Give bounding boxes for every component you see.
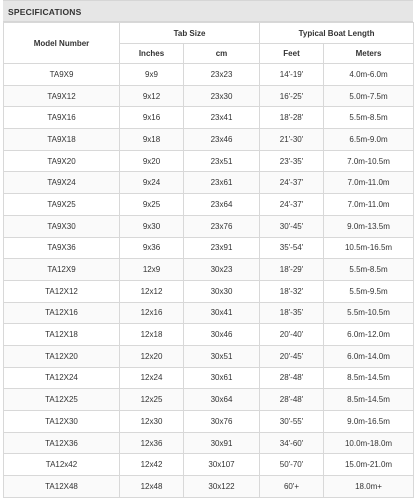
cell-model-number: TA9X36 (4, 237, 120, 259)
cell-feet: 28'-48' (260, 367, 324, 389)
cell-meters: 9.0m-16.5m (324, 411, 414, 433)
cell-inches: 9x12 (120, 85, 184, 107)
cell-meters: 5.5m-8.5m (324, 107, 414, 129)
cell-model-number: TA9X12 (4, 85, 120, 107)
cell-cm: 30x41 (184, 302, 260, 324)
cell-model-number: TA9X20 (4, 150, 120, 172)
cell-model-number: TA12X36 (4, 432, 120, 454)
cell-meters: 8.5m-14.5m (324, 389, 414, 411)
cell-meters: 18.0m+ (324, 476, 414, 498)
cell-cm: 23x91 (184, 237, 260, 259)
cell-meters: 8.5m-14.5m (324, 367, 414, 389)
cell-cm: 30x23 (184, 259, 260, 281)
cell-cm: 30x107 (184, 454, 260, 476)
cell-model-number: TA9X25 (4, 194, 120, 216)
cell-meters: 10.0m-18.0m (324, 432, 414, 454)
column-group-tab-size: Tab Size (120, 23, 260, 44)
cell-model-number: TA12X16 (4, 302, 120, 324)
cell-inches: 9x36 (120, 237, 184, 259)
cell-feet: 18'-28' (260, 107, 324, 129)
cell-cm: 23x64 (184, 194, 260, 216)
cell-cm: 23x51 (184, 150, 260, 172)
cell-model-number: TA9X30 (4, 215, 120, 237)
cell-model-number: TA12X9 (4, 259, 120, 281)
cell-model-number: TA12X18 (4, 324, 120, 346)
column-header-feet: Feet (260, 44, 324, 64)
cell-cm: 30x76 (184, 411, 260, 433)
cell-cm: 23x41 (184, 107, 260, 129)
table-row (4, 237, 414, 259)
cell-inches: 12x9 (120, 259, 184, 281)
table-row (4, 389, 414, 411)
cell-feet: 18'-35' (260, 302, 324, 324)
cell-inches: 12x12 (120, 280, 184, 302)
column-header-meters: Meters (324, 44, 414, 64)
cell-cm: 30x91 (184, 432, 260, 454)
cell-meters: 5.5m-8.5m (324, 259, 414, 281)
table-row (4, 64, 414, 86)
cell-feet: 28'-48' (260, 389, 324, 411)
column-header-model-number: Model Number (4, 23, 120, 64)
table-row (4, 172, 414, 194)
cell-feet: 34'-60' (260, 432, 324, 454)
cell-cm: 30x46 (184, 324, 260, 346)
cell-cm: 30x64 (184, 389, 260, 411)
cell-inches: 12x30 (120, 411, 184, 433)
cell-cm: 23x23 (184, 64, 260, 86)
cell-feet: 20'-40' (260, 324, 324, 346)
cell-feet: 23'-35' (260, 150, 324, 172)
cell-inches: 9x18 (120, 129, 184, 151)
table-row (4, 129, 414, 151)
specifications-panel (3, 0, 413, 498)
cell-cm: 30x61 (184, 367, 260, 389)
table-row (4, 150, 414, 172)
cell-model-number: TA12X24 (4, 367, 120, 389)
cell-meters: 4.0m-6.0m (324, 64, 414, 86)
cell-model-number: TA12x42 (4, 454, 120, 476)
cell-cm: 30x51 (184, 345, 260, 367)
cell-model-number: TA9X24 (4, 172, 120, 194)
table-row (4, 302, 414, 324)
cell-inches: 12x16 (120, 302, 184, 324)
column-header-inches: Inches (120, 44, 184, 64)
cell-inches: 12x24 (120, 367, 184, 389)
cell-feet: 24'-37' (260, 172, 324, 194)
cell-inches: 9x20 (120, 150, 184, 172)
table-row (4, 85, 414, 107)
cell-inches: 12x20 (120, 345, 184, 367)
cell-feet: 35'-54' (260, 237, 324, 259)
cell-inches: 12x48 (120, 476, 184, 498)
section-title: SPECIFICATIONS (3, 0, 413, 22)
cell-cm: 30x122 (184, 476, 260, 498)
cell-inches: 9x30 (120, 215, 184, 237)
cell-inches: 9x9 (120, 64, 184, 86)
cell-meters: 10.5m-16.5m (324, 237, 414, 259)
cell-model-number: TA12X30 (4, 411, 120, 433)
cell-meters: 7.0m-11.0m (324, 172, 414, 194)
cell-model-number: TA12X12 (4, 280, 120, 302)
cell-feet: 18'-29' (260, 259, 324, 281)
table-row (4, 345, 414, 367)
cell-model-number: TA12X48 (4, 476, 120, 498)
cell-meters: 5.5m-9.5m (324, 280, 414, 302)
header-row-group (4, 23, 414, 44)
cell-model-number: TA12X25 (4, 389, 120, 411)
cell-feet: 16'-25' (260, 85, 324, 107)
cell-model-number: TA9X18 (4, 129, 120, 151)
table-row (4, 324, 414, 346)
table-row (4, 411, 414, 433)
specifications-table (3, 22, 414, 498)
cell-cm: 23x30 (184, 85, 260, 107)
cell-model-number: TA12X20 (4, 345, 120, 367)
column-group-typical-boat-length: Typical Boat Length (260, 23, 414, 44)
cell-feet: 18'-32' (260, 280, 324, 302)
cell-feet: 14'-19' (260, 64, 324, 86)
cell-meters: 6.5m-9.0m (324, 129, 414, 151)
table-row (4, 107, 414, 129)
table-row (4, 476, 414, 498)
table-row (4, 215, 414, 237)
cell-cm: 23x46 (184, 129, 260, 151)
cell-inches: 9x24 (120, 172, 184, 194)
cell-cm: 30x30 (184, 280, 260, 302)
cell-meters: 5.5m-10.5m (324, 302, 414, 324)
cell-model-number: TA9X16 (4, 107, 120, 129)
table-row (4, 432, 414, 454)
column-header-cm: cm (184, 44, 260, 64)
cell-inches: 9x16 (120, 107, 184, 129)
table-header (4, 23, 414, 64)
cell-feet: 60'+ (260, 476, 324, 498)
table-row (4, 280, 414, 302)
table-row (4, 367, 414, 389)
cell-inches: 12x36 (120, 432, 184, 454)
table-row (4, 454, 414, 476)
cell-meters: 7.0m-11.0m (324, 194, 414, 216)
cell-feet: 30'-55' (260, 411, 324, 433)
cell-feet: 24'-37' (260, 194, 324, 216)
cell-inches: 9x25 (120, 194, 184, 216)
cell-feet: 30'-45' (260, 215, 324, 237)
cell-inches: 12x25 (120, 389, 184, 411)
cell-inches: 12x42 (120, 454, 184, 476)
cell-feet: 21'-30' (260, 129, 324, 151)
cell-meters: 7.0m-10.5m (324, 150, 414, 172)
table-body (4, 64, 414, 498)
table-row (4, 259, 414, 281)
cell-inches: 12x18 (120, 324, 184, 346)
cell-model-number: TA9X9 (4, 64, 120, 86)
cell-cm: 23x76 (184, 215, 260, 237)
table-row (4, 194, 414, 216)
cell-meters: 9.0m-13.5m (324, 215, 414, 237)
cell-meters: 6.0m-14.0m (324, 345, 414, 367)
cell-feet: 20'-45' (260, 345, 324, 367)
cell-meters: 6.0m-12.0m (324, 324, 414, 346)
cell-feet: 50'-70' (260, 454, 324, 476)
cell-meters: 15.0m-21.0m (324, 454, 414, 476)
cell-cm: 23x61 (184, 172, 260, 194)
cell-meters: 5.0m-7.5m (324, 85, 414, 107)
